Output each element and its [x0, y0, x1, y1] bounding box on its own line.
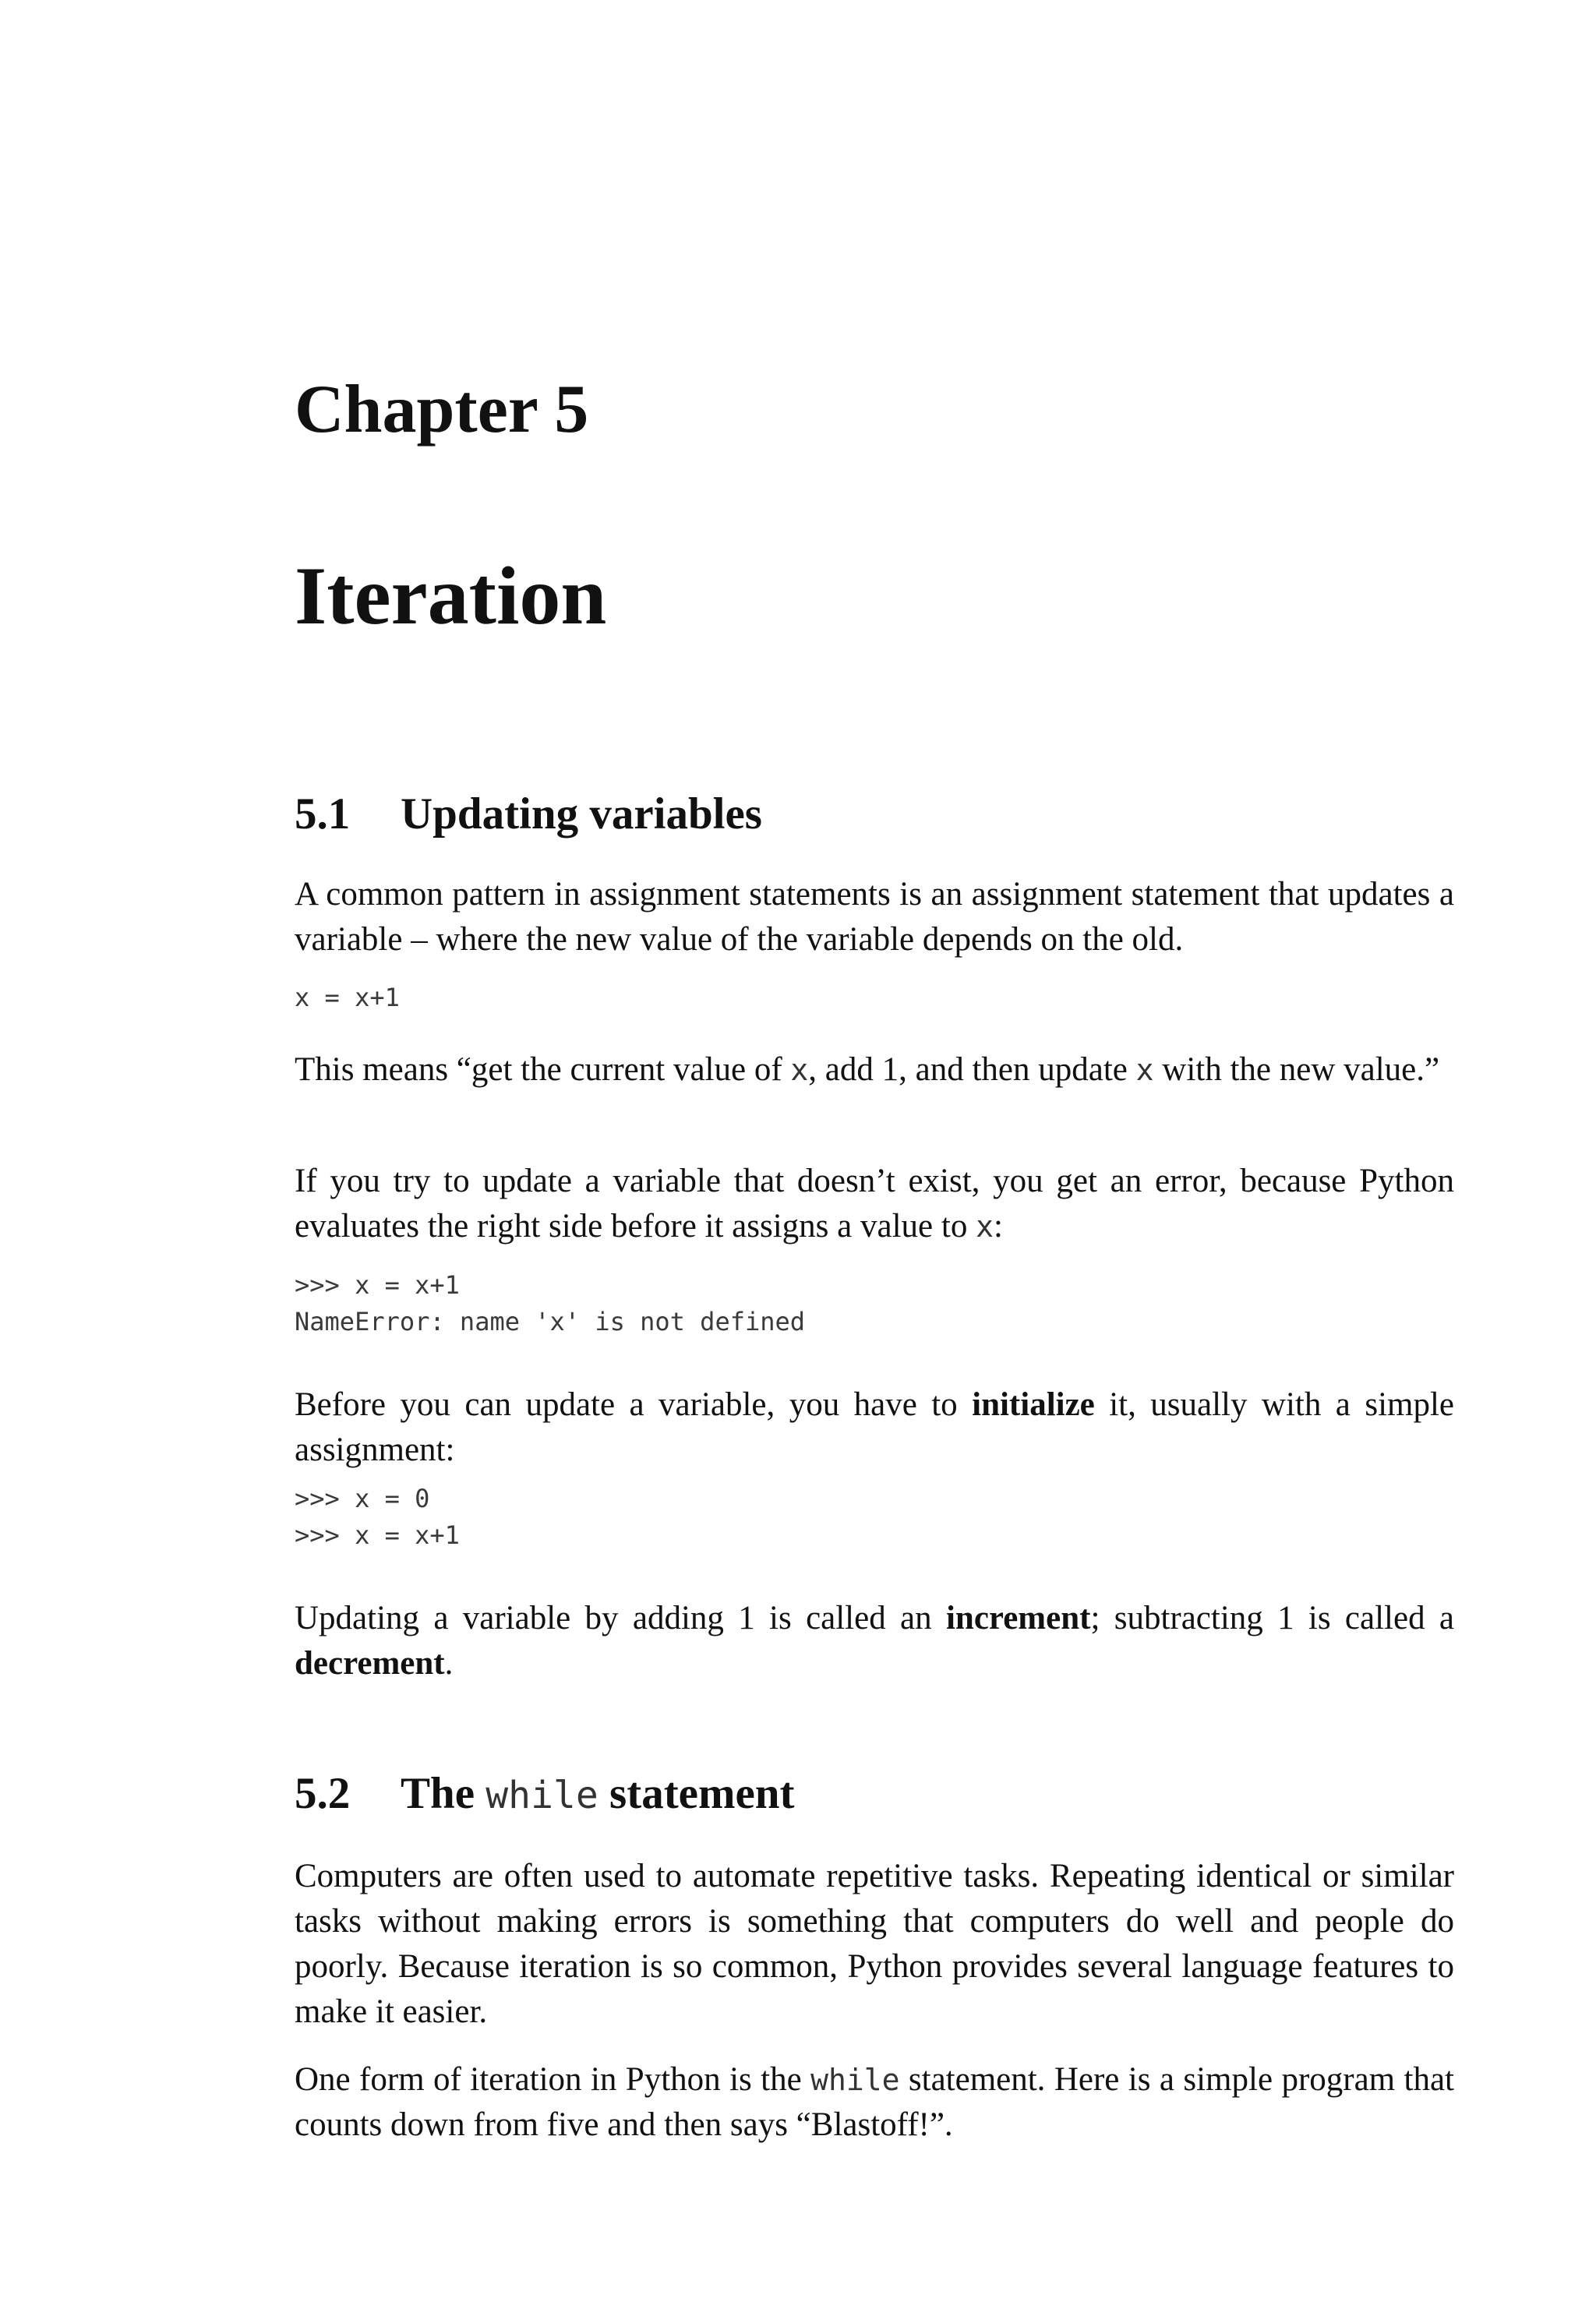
chapter-label: Chapter 5 [295, 372, 589, 447]
paragraph-text: Updating a variable by adding 1 is called an [295, 1600, 946, 1636]
section-title-code: while [486, 1774, 598, 1817]
paragraph-text: . [444, 1645, 454, 1682]
code-line: >>> x = x+1 [295, 1520, 460, 1550]
code-block [295, 1267, 805, 1340]
paragraph-text: , add 1, and then update [808, 1051, 1136, 1088]
paragraph-text: with the new value.” [1153, 1051, 1440, 1088]
paragraph [295, 1382, 1454, 1473]
inline-code: x [976, 1209, 994, 1244]
paragraph-text: This means “get the current value of [295, 1051, 791, 1088]
paragraph: A common pattern in assignment statements is an assignment statement that updates a variable – where the new value of the variable depends on the old. [295, 876, 1454, 958]
paragraph-text: If you try to update a variable that doesn’t exist, you get an error, because Python evaluates the right side before it assigns a value to [295, 1163, 1454, 1245]
paragraph [295, 1047, 1454, 1093]
paragraph [295, 1596, 1454, 1686]
paragraph [295, 2057, 1454, 2148]
bold-term: initialize [972, 1386, 1095, 1423]
section-title-suffix: statement [598, 1769, 795, 1818]
paragraph-text: ; subtracting 1 is called a [1090, 1600, 1454, 1636]
code-line: >>> x = x+1 [295, 1270, 460, 1300]
paragraph-text: it, usually with a simple assignment: [295, 1386, 1454, 1468]
section-heading-5-1 [295, 789, 762, 839]
code-line: x = x+1 [295, 983, 400, 1012]
inline-code: x [790, 1053, 809, 1087]
bold-term: decrement [295, 1645, 445, 1682]
paragraph: Computers are often used to automate repetitive tasks. Repeating identical or similar tasks without making errors is something that computers do well and people do poorly. Because iteration is so common, Python provides several language features to make it easier. [295, 1858, 1454, 2030]
code-block [295, 1481, 460, 1554]
paragraph-text: statement. Here is a simple program that counts down from five and then says “Blastoff!”. [295, 2061, 1454, 2143]
inline-code: x [1135, 1053, 1154, 1087]
paragraph [295, 1159, 1454, 1249]
section-heading-5-2 [295, 1771, 794, 1816]
section-number: 5.1 [295, 789, 351, 839]
paragraph-text: : [993, 1208, 1003, 1245]
paragraph-text: Before you can update a variable, you have to [295, 1386, 973, 1423]
section-number: 5.2 [295, 1769, 351, 1818]
code-line: NameError: name 'x' is not defined [295, 1307, 806, 1336]
chapter-title: Iteration [295, 550, 607, 641]
section-title-prefix: The [401, 1769, 486, 1818]
code-line: >>> x = 0 [295, 1484, 430, 1513]
inline-code: while [810, 2063, 900, 2097]
section-title: Updating variables [401, 789, 762, 839]
code-block [295, 980, 400, 1016]
paragraph-text: One form of iteration in Python is the [295, 2061, 811, 2098]
bold-term: increment [945, 1600, 1091, 1636]
